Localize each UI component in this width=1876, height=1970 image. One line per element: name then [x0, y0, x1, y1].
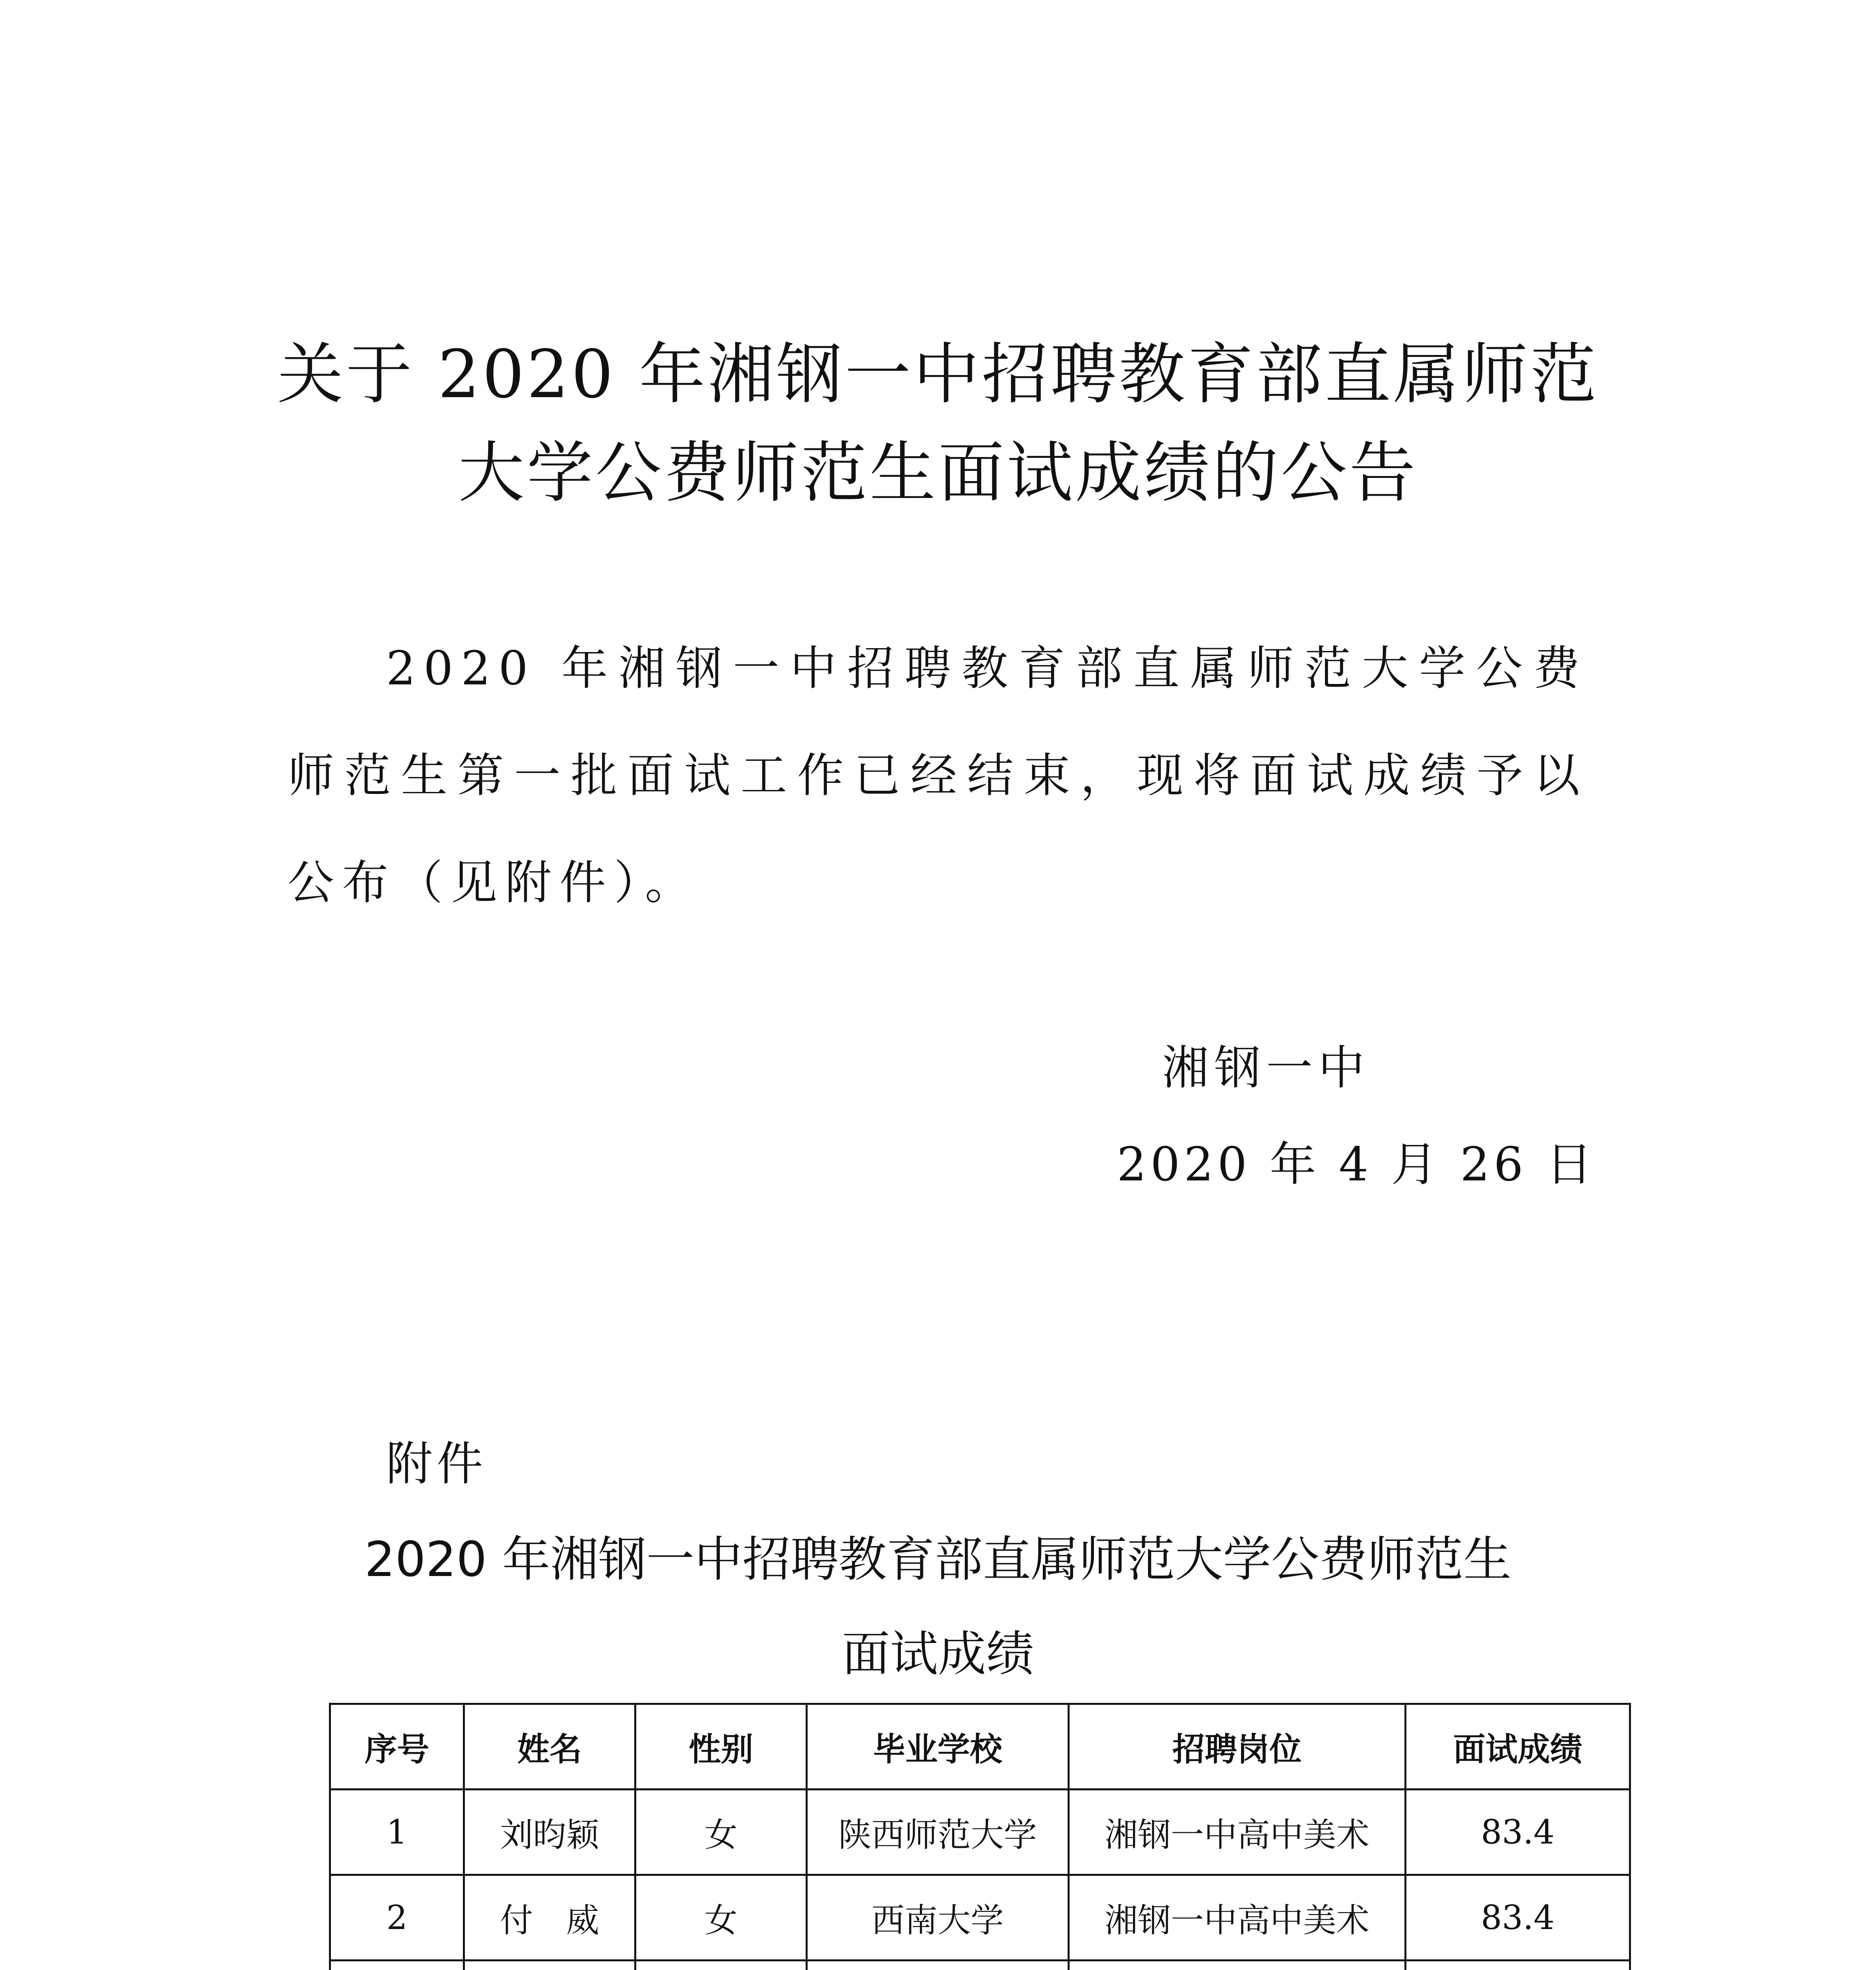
attachment-label: 附件: [386, 1437, 487, 1491]
cell-school: 陕西师范大学: [807, 1790, 1069, 1875]
table-row: [330, 1961, 1630, 1970]
cell-gender: [635, 1961, 807, 1970]
cell-score: [1406, 1961, 1630, 1970]
header-index: 序号: [330, 1704, 464, 1790]
cell-score: 83.4: [1406, 1875, 1630, 1961]
attachment-title-line-2: 面试成绩: [842, 1626, 1034, 1682]
announcement-body: [288, 615, 1588, 936]
header-gender: 性别: [635, 1704, 807, 1790]
header-position: 招聘岗位: [1069, 1704, 1406, 1790]
cell-gender: 女: [635, 1790, 807, 1875]
cell-position: 湘钢一中高中美术: [1069, 1790, 1406, 1875]
signature-date: 2020 年 4 月 26 日: [1117, 1137, 1597, 1191]
header-name: 姓名: [464, 1704, 635, 1790]
cell-index: 1: [330, 1790, 464, 1875]
cell-gender: 女: [635, 1875, 807, 1961]
table-row: [330, 1790, 1630, 1875]
cell-name: 刘昀颖: [464, 1790, 635, 1875]
announcement-paragraph: 2020 年湘钢一中招聘教育部直属师范大学公费师范生第一批面试工作已经结束，现将面试成绩予以公布（见附件）。: [288, 641, 1588, 910]
announcement-title-line-2: 大学公费师范生面试成绩的公告: [458, 434, 1418, 511]
cell-position: 湘钢一中高中美术: [1069, 1875, 1406, 1961]
cell-score: 83.4: [1406, 1790, 1630, 1875]
cell-name: 付 威: [464, 1875, 635, 1961]
table-row: [330, 1875, 1630, 1961]
table-header-row: [330, 1704, 1630, 1790]
cell-school: 西南大学: [807, 1875, 1069, 1961]
announcement-title-line-1: 关于 2020 年湘钢一中招聘教育部直属师范: [277, 336, 1599, 413]
cell-position: [1069, 1961, 1406, 1970]
header-score: 面试成绩: [1406, 1704, 1630, 1790]
cell-name: [464, 1961, 635, 1970]
attachment-title-line-1: 2020 年湘钢一中招聘教育部直属师范大学公费师范生: [364, 1531, 1512, 1587]
header-school: 毕业学校: [807, 1704, 1069, 1790]
cell-school: [807, 1961, 1069, 1970]
signature-organization: 湘钢一中: [1162, 1041, 1371, 1095]
cell-index: [330, 1961, 464, 1970]
cell-index: 2: [330, 1875, 464, 1961]
interview-score-table: [329, 1703, 1631, 1970]
